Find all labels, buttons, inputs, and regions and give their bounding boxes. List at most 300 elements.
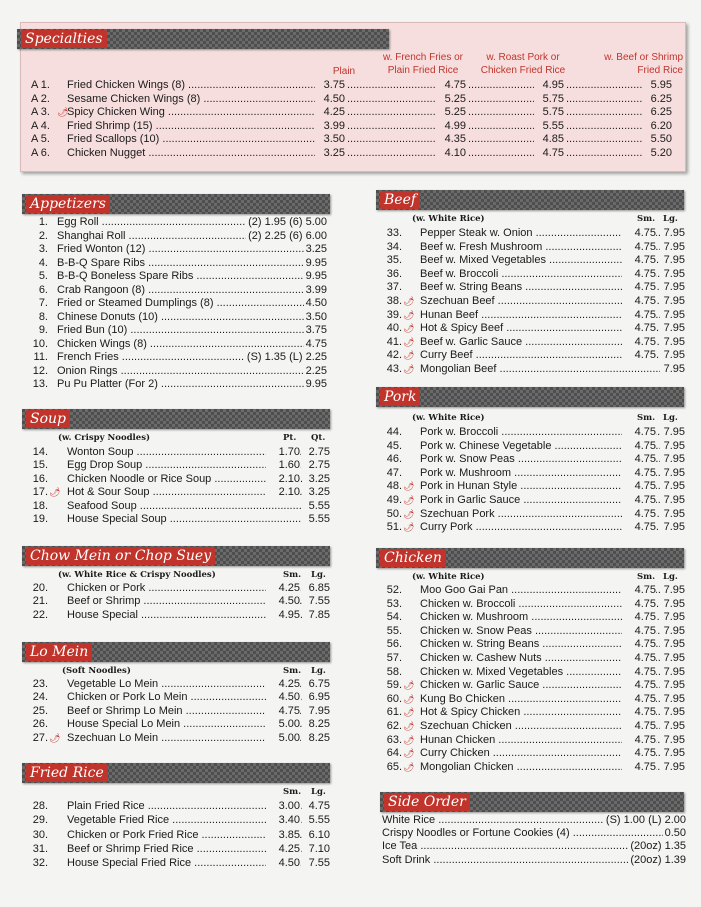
menu-row (376, 268, 688, 282)
menu-row (22, 691, 332, 705)
price-small: 4.75 (622, 734, 656, 748)
chicken-header (376, 548, 684, 568)
pork-col2: Lg. (663, 413, 678, 423)
menu-row (22, 230, 332, 244)
item-name: Beef or Shrimp Fried Rice ..... (67, 843, 302, 857)
hot-pepper-icon: 🌶 (403, 721, 415, 731)
menu-row (22, 513, 332, 527)
price-large: 7.95 (663, 747, 685, 760)
item-name: Moo Goo Gai Pan ..... (420, 584, 660, 598)
item-number: 33. (386, 227, 402, 239)
item-name: Fried Scallops (10) ..... (67, 133, 321, 147)
lo-mein-header (22, 642, 330, 662)
item-number: 17. (32, 486, 48, 499)
price-large: 7.95 (663, 240, 685, 253)
chow-mein-col1: Sm. (283, 570, 302, 580)
price-large: 7.95 (663, 679, 685, 692)
item-number: 26. (32, 718, 48, 731)
price-small: 4.25 (266, 582, 300, 596)
leader-dots (347, 133, 440, 147)
item-price: 3.75 (305, 324, 327, 336)
lo-mein-title: Lo Mein (26, 643, 92, 661)
price-large: 3.25 (308, 486, 330, 499)
item-name: Sesame Chicken Wings (8) ..... (67, 93, 321, 107)
menu-row (22, 843, 332, 857)
price-large: 7.95 (663, 349, 685, 362)
price-small: 4.75 (622, 638, 656, 652)
item-price: (S) 1.00 (L) 2.00 (605, 814, 686, 826)
item-name: Hunan Beef ..... (420, 309, 660, 323)
specialty-row (21, 106, 685, 120)
beef-col1: Sm. (637, 214, 656, 224)
menu-row (22, 324, 332, 338)
item-name: Pepper Steak w. Onion ..... (420, 227, 660, 241)
item-price: 6.25 (642, 106, 672, 120)
item-name: House Special ..... (67, 609, 302, 623)
price-small: 4.75 (622, 625, 656, 639)
item-name: Wonton Soup ..... (67, 446, 302, 460)
price-large: 2.75 (308, 446, 330, 458)
item-name: Chicken Wings (8) ..... (57, 338, 319, 352)
menu-row (382, 854, 688, 868)
item-number: A 3. (31, 106, 50, 119)
price-small: 4.75 (622, 720, 656, 734)
item-number: 44. (386, 426, 402, 438)
item-price: 9.95 (305, 270, 327, 282)
price-large: 7.95 (663, 227, 685, 239)
menu-row (376, 440, 688, 454)
price-large: 7.95 (663, 295, 685, 307)
item-name: Beef or Shrimp ..... (67, 595, 302, 609)
leader-dots (468, 106, 538, 120)
menu-row (22, 800, 332, 814)
chow-mein-header (22, 546, 330, 566)
hot-pepper-icon: 🌶 (403, 508, 415, 519)
item-number: A 6. (31, 147, 50, 159)
item-name: Fried Chicken Wings (8) ..... (67, 79, 321, 93)
item-number: 46. (386, 453, 402, 466)
menu-row (376, 467, 688, 481)
item-number: 42. (386, 349, 402, 362)
item-name: Hot & Spicy Beef ..... (420, 322, 660, 336)
hot-pepper-icon: 🌶 (403, 693, 415, 704)
leader-dots (566, 133, 646, 147)
item-number: 18. (32, 499, 48, 512)
menu-row (22, 297, 332, 311)
price-small: 4.75 (622, 227, 656, 241)
menu-row (22, 486, 332, 500)
price-small: 1.70 (266, 446, 300, 460)
price-large: 7.95 (663, 584, 685, 596)
menu-row (22, 705, 332, 719)
item-number: 51. (386, 521, 402, 534)
price-small: 4.75 (622, 426, 656, 440)
item-number: A 5. (31, 133, 50, 146)
item-number: 59. (386, 679, 402, 692)
price-large: 7.95 (663, 521, 685, 534)
menu-row (22, 446, 332, 460)
item-name: House Special Fried Rice ..... (67, 857, 302, 871)
specialties-section (20, 22, 686, 172)
price-large: 7.55 (308, 595, 330, 608)
price-small: 4.75 (266, 705, 300, 719)
item-price: 4.10 (436, 147, 466, 161)
item-price: 3.99 (305, 283, 327, 296)
col-plain: Plain (332, 66, 356, 77)
chicken-subtitle: (w. White Rice) (412, 572, 485, 582)
item-number: 21. (32, 595, 48, 608)
appetizers-header (22, 194, 330, 214)
chow-mein-title: Chow Mein or Chop Suey (26, 547, 215, 565)
price-large: 5.55 (308, 499, 330, 512)
menu-row (22, 378, 332, 392)
hot-pepper-icon: 🌶 (403, 748, 415, 759)
price-large: 7.95 (663, 267, 685, 280)
price-large: 5.55 (308, 513, 330, 525)
hot-pepper-icon: 🌶 (403, 761, 415, 772)
item-number: 39. (386, 308, 402, 321)
item-price: 4.95 (534, 79, 564, 93)
item-number: 50. (386, 507, 402, 520)
menu-row (376, 666, 688, 680)
item-number: 3. (38, 243, 48, 255)
item-name: Chicken w. Broccoli ..... (420, 598, 660, 612)
price-large: 7.95 (663, 466, 685, 479)
item-price: 5.95 (642, 79, 672, 93)
item-number: 25. (32, 704, 48, 717)
menu-row (22, 311, 332, 325)
item-number: 6. (38, 283, 48, 296)
item-name: Chicken or Pork Lo Mein ..... (67, 691, 302, 705)
price-large: 7.85 (308, 608, 330, 621)
item-number: 45. (386, 439, 402, 452)
price-large: 2.75 (308, 459, 330, 472)
menu-row (376, 322, 688, 336)
menu-row (22, 595, 332, 609)
soup-subtitle: (w. Crispy Noodles) (58, 433, 150, 443)
price-large: 7.95 (663, 720, 685, 732)
price-small: 3.00 (266, 800, 300, 814)
leader-dots (347, 106, 440, 120)
pork-subtitle: (w. White Rice) (412, 413, 485, 423)
price-small: 4.75 (622, 467, 656, 481)
item-name: Curry Chicken ..... (420, 747, 660, 761)
specialty-row (21, 93, 685, 107)
col-french-fries: w. French Fries or Plain Fried Rice (382, 52, 464, 76)
menu-row (22, 365, 332, 379)
item-name: Beef w. Garlic Sauce ..... (420, 336, 660, 350)
item-number: 58. (386, 665, 402, 678)
price-small: 4.75 (622, 349, 656, 363)
hot-pepper-icon: 🌶 (49, 732, 61, 743)
menu-row (376, 363, 688, 377)
item-name: Pork in Garlic Sauce ..... (420, 494, 660, 508)
appetizers-title: Appetizers (26, 195, 110, 213)
leader-dots (566, 106, 646, 120)
price-large: 6.10 (308, 828, 330, 841)
price-small: 4.75 (622, 652, 656, 666)
item-name: Egg Drop Soup ..... (67, 459, 302, 473)
hot-pepper-icon: 🌶 (403, 309, 415, 320)
item-name: House Special Soup ..... (67, 513, 302, 527)
price-large: 7.95 (663, 706, 685, 719)
item-name: Crispy Noodles or Fortune Cookies (4) ..... (382, 827, 682, 841)
item-name: Mongolian Beef ..... (420, 363, 660, 377)
chow-mein-subtitle: (w. White Rice & Crispy Noodles) (58, 570, 216, 580)
chicken-col1: Sm. (637, 572, 656, 582)
item-name: Egg Roll ..... (57, 216, 319, 230)
soup-header (22, 409, 330, 429)
menu-row (376, 761, 688, 775)
item-number: 49. (386, 494, 402, 506)
price-large: 7.95 (663, 597, 685, 610)
item-name: Beef w. Broccoli ..... (420, 268, 660, 282)
item-number: 32. (32, 857, 48, 870)
leader-dots (566, 79, 646, 93)
menu-row (376, 720, 688, 734)
leader-dots (347, 120, 440, 134)
price-small: 4.75 (622, 480, 656, 494)
item-price: 4.25 (315, 106, 345, 120)
item-name: Chicken w. String Beans ..... (420, 638, 660, 652)
price-large: 8.25 (308, 718, 330, 731)
item-price: 4.50 (305, 297, 327, 309)
item-number: 10. (32, 337, 48, 350)
menu-row (376, 349, 688, 363)
price-small: 4.75 (622, 706, 656, 720)
price-small: 4.75 (622, 747, 656, 761)
item-number: 36. (386, 267, 402, 280)
price-small: 4.75 (622, 584, 656, 598)
side-order-title: Side Order (384, 793, 470, 811)
item-name: Kung Bo Chicken ..... (420, 693, 660, 707)
item-name: Hot & Spicy Chicken ..... (420, 706, 660, 720)
item-price: 3.99 (315, 120, 345, 134)
menu-row (376, 598, 688, 612)
price-large: 5.55 (308, 814, 330, 827)
item-name: French Fries ..... (57, 351, 319, 365)
item-number: 37. (386, 281, 402, 294)
menu-row (376, 638, 688, 652)
item-name: Fried Wonton (12) ..... (57, 243, 319, 257)
item-number: 4. (38, 256, 48, 269)
item-price: 4.75 (534, 147, 564, 161)
menu-row (376, 254, 688, 268)
item-number: 13. (32, 378, 48, 390)
menu-row (22, 678, 332, 692)
leader-dots (347, 79, 440, 93)
price-large: 7.95 (663, 480, 685, 493)
price-large: 7.95 (663, 254, 685, 267)
item-number: 65. (386, 760, 402, 773)
price-large: 7.95 (663, 281, 685, 294)
item-price: 9.95 (305, 256, 327, 269)
soup-col2: Qt. (311, 433, 326, 443)
menu-row (22, 216, 332, 230)
lo-mein-col1: Sm. (283, 666, 302, 676)
item-number: 41. (386, 335, 402, 348)
price-small: 4.75 (622, 453, 656, 467)
pork-title: Pork (380, 388, 420, 406)
item-name: Chicken Noodle or Rice Soup ..... (67, 473, 302, 487)
item-number: 23. (32, 678, 48, 690)
item-number: 14. (32, 446, 48, 458)
price-small: 4.50 (266, 595, 300, 609)
menu-row (376, 734, 688, 748)
item-price: (20oz) 1.35 (630, 840, 686, 853)
item-price: 4.50 (315, 93, 345, 107)
item-name: Beef or Shrimp Lo Mein ..... (67, 705, 302, 719)
beef-header (376, 190, 684, 210)
item-price: 5.55 (534, 120, 564, 134)
specialties-header (17, 29, 389, 49)
price-small: 4.25 (266, 678, 300, 692)
item-name: Chicken w. Mixed Vegetables ..... (420, 666, 660, 680)
menu-row (22, 732, 332, 746)
menu-row (22, 338, 332, 352)
hot-pepper-icon: 🌶 (57, 107, 69, 118)
item-name: Beef w. Mixed Vegetables ..... (420, 254, 660, 268)
price-large: 7.95 (663, 453, 685, 466)
item-name: White Rice ..... (382, 814, 682, 828)
price-small: 3.40 (266, 814, 300, 828)
beef-title: Beef (380, 191, 420, 209)
menu-row (22, 459, 332, 473)
price-small: 2.10 (266, 473, 300, 487)
item-number: A 4. (31, 119, 50, 132)
item-name: House Special Lo Mein ..... (67, 718, 302, 732)
item-price: 3.25 (305, 243, 327, 255)
specialty-row (21, 133, 685, 147)
menu-row (376, 521, 688, 535)
item-name: Chicken w. Snow Peas ..... (420, 625, 660, 639)
pork-header (376, 387, 684, 407)
item-price: 4.99 (436, 120, 466, 134)
item-name: Fried or Steamed Dumplings (8) ..... (57, 297, 319, 311)
menu-row (376, 336, 688, 350)
menu-row (22, 500, 332, 514)
item-price: 6.25 (642, 93, 672, 107)
hot-pepper-icon: 🌶 (403, 364, 415, 374)
item-price: 9.95 (305, 378, 327, 390)
col-roast-pork: w. Roast Pork or Chicken Fried Rice (480, 52, 566, 76)
price-small: 4.50 (266, 857, 300, 871)
price-small: 4.75 (622, 336, 656, 350)
item-number: 38. (386, 295, 402, 307)
col-beef-shrimp: w. Beef or Shrimp Fried Rice (604, 52, 683, 76)
item-name: Ice Tea ..... (382, 840, 682, 854)
item-name: Onion Rings ..... (57, 365, 319, 379)
item-name: Chicken or Pork ..... (67, 582, 302, 596)
item-name: Pork in Hunan Style ..... (420, 480, 660, 494)
item-number: A 2. (31, 92, 50, 105)
price-large: 7.95 (663, 638, 685, 651)
menu-row (376, 227, 688, 241)
menu-row (22, 829, 332, 843)
hot-pepper-icon: 🌶 (403, 734, 415, 745)
item-number: 2. (38, 229, 48, 242)
price-small: 4.75 (622, 309, 656, 323)
menu-row (22, 243, 332, 257)
item-number: 52. (386, 584, 402, 596)
item-price: (2) 1.95 (6) 5.00 (248, 216, 327, 228)
menu-row (376, 426, 688, 440)
item-number: 43. (386, 363, 402, 375)
menu-row (376, 679, 688, 693)
item-number: 9. (38, 324, 48, 336)
pork-col1: Sm. (637, 413, 656, 423)
price-large: 7.95 (663, 733, 685, 746)
hot-pepper-icon: 🌶 (403, 336, 415, 347)
item-number: 53. (386, 597, 402, 610)
item-name: Beef w. Fresh Mushroom ..... (420, 241, 660, 255)
price-small: 4.75 (622, 281, 656, 295)
item-name: Pork w. Snow Peas ..... (420, 453, 660, 467)
hot-pepper-icon: 🌶 (403, 350, 415, 361)
price-large: 7.95 (663, 363, 685, 375)
menu-row (382, 814, 688, 828)
item-name: Mongolian Chicken ..... (420, 761, 660, 775)
chicken-title: Chicken (380, 549, 446, 567)
menu-row (22, 257, 332, 271)
item-number: 20. (32, 582, 48, 594)
price-large: 7.95 (663, 308, 685, 321)
item-price: (S) 1.35 (L) 2.25 (246, 351, 327, 363)
price-small: 4.25 (266, 843, 300, 857)
item-number: 5. (38, 270, 48, 282)
price-large: 7.95 (663, 439, 685, 452)
item-number: 34. (386, 240, 402, 253)
menu-row (22, 814, 332, 828)
price-large: 7.95 (663, 652, 685, 664)
item-name: Vegetable Fried Rice ..... (67, 814, 302, 828)
chicken-col2: Lg. (663, 572, 678, 582)
price-small: 4.75 (622, 508, 656, 522)
menu-row (376, 508, 688, 522)
specialty-row (21, 120, 685, 134)
item-name: Soft Drink ..... (382, 854, 682, 868)
item-number: 55. (386, 624, 402, 637)
price-small: 1.60 (266, 459, 300, 473)
specialties-title: Specialties (21, 30, 107, 48)
item-price: 3.50 (305, 310, 327, 323)
price-small: 4.95 (266, 609, 300, 623)
price-small: 4.75 (622, 268, 656, 282)
hot-pepper-icon: 🌶 (49, 487, 61, 498)
item-name: Chicken w. Cashew Nuts ..... (420, 652, 660, 666)
price-small: 5.00 (266, 732, 300, 746)
item-price: (20oz) 1.39 (630, 853, 686, 866)
item-number: 63. (386, 733, 402, 746)
price-large: 7.95 (663, 322, 685, 335)
item-name: Hot & Sour Soup ..... (67, 486, 302, 500)
item-name: Chicken or Pork Fried Rice ..... (67, 829, 302, 843)
fried-rice-col1: Sm. (283, 787, 302, 797)
item-number: 27. (32, 731, 48, 744)
item-number: 60. (386, 692, 402, 705)
menu-row (22, 718, 332, 732)
item-name: Szechuan Chicken ..... (420, 720, 660, 734)
menu-row (22, 857, 332, 871)
item-price: 6.20 (642, 120, 672, 134)
item-number: 16. (32, 472, 48, 485)
hot-pepper-icon: 🌶 (403, 707, 415, 718)
item-number: 64. (386, 747, 402, 760)
menu-row (376, 625, 688, 639)
price-small: 4.75 (622, 494, 656, 508)
leader-dots (468, 79, 538, 93)
item-number: 47. (386, 466, 402, 479)
